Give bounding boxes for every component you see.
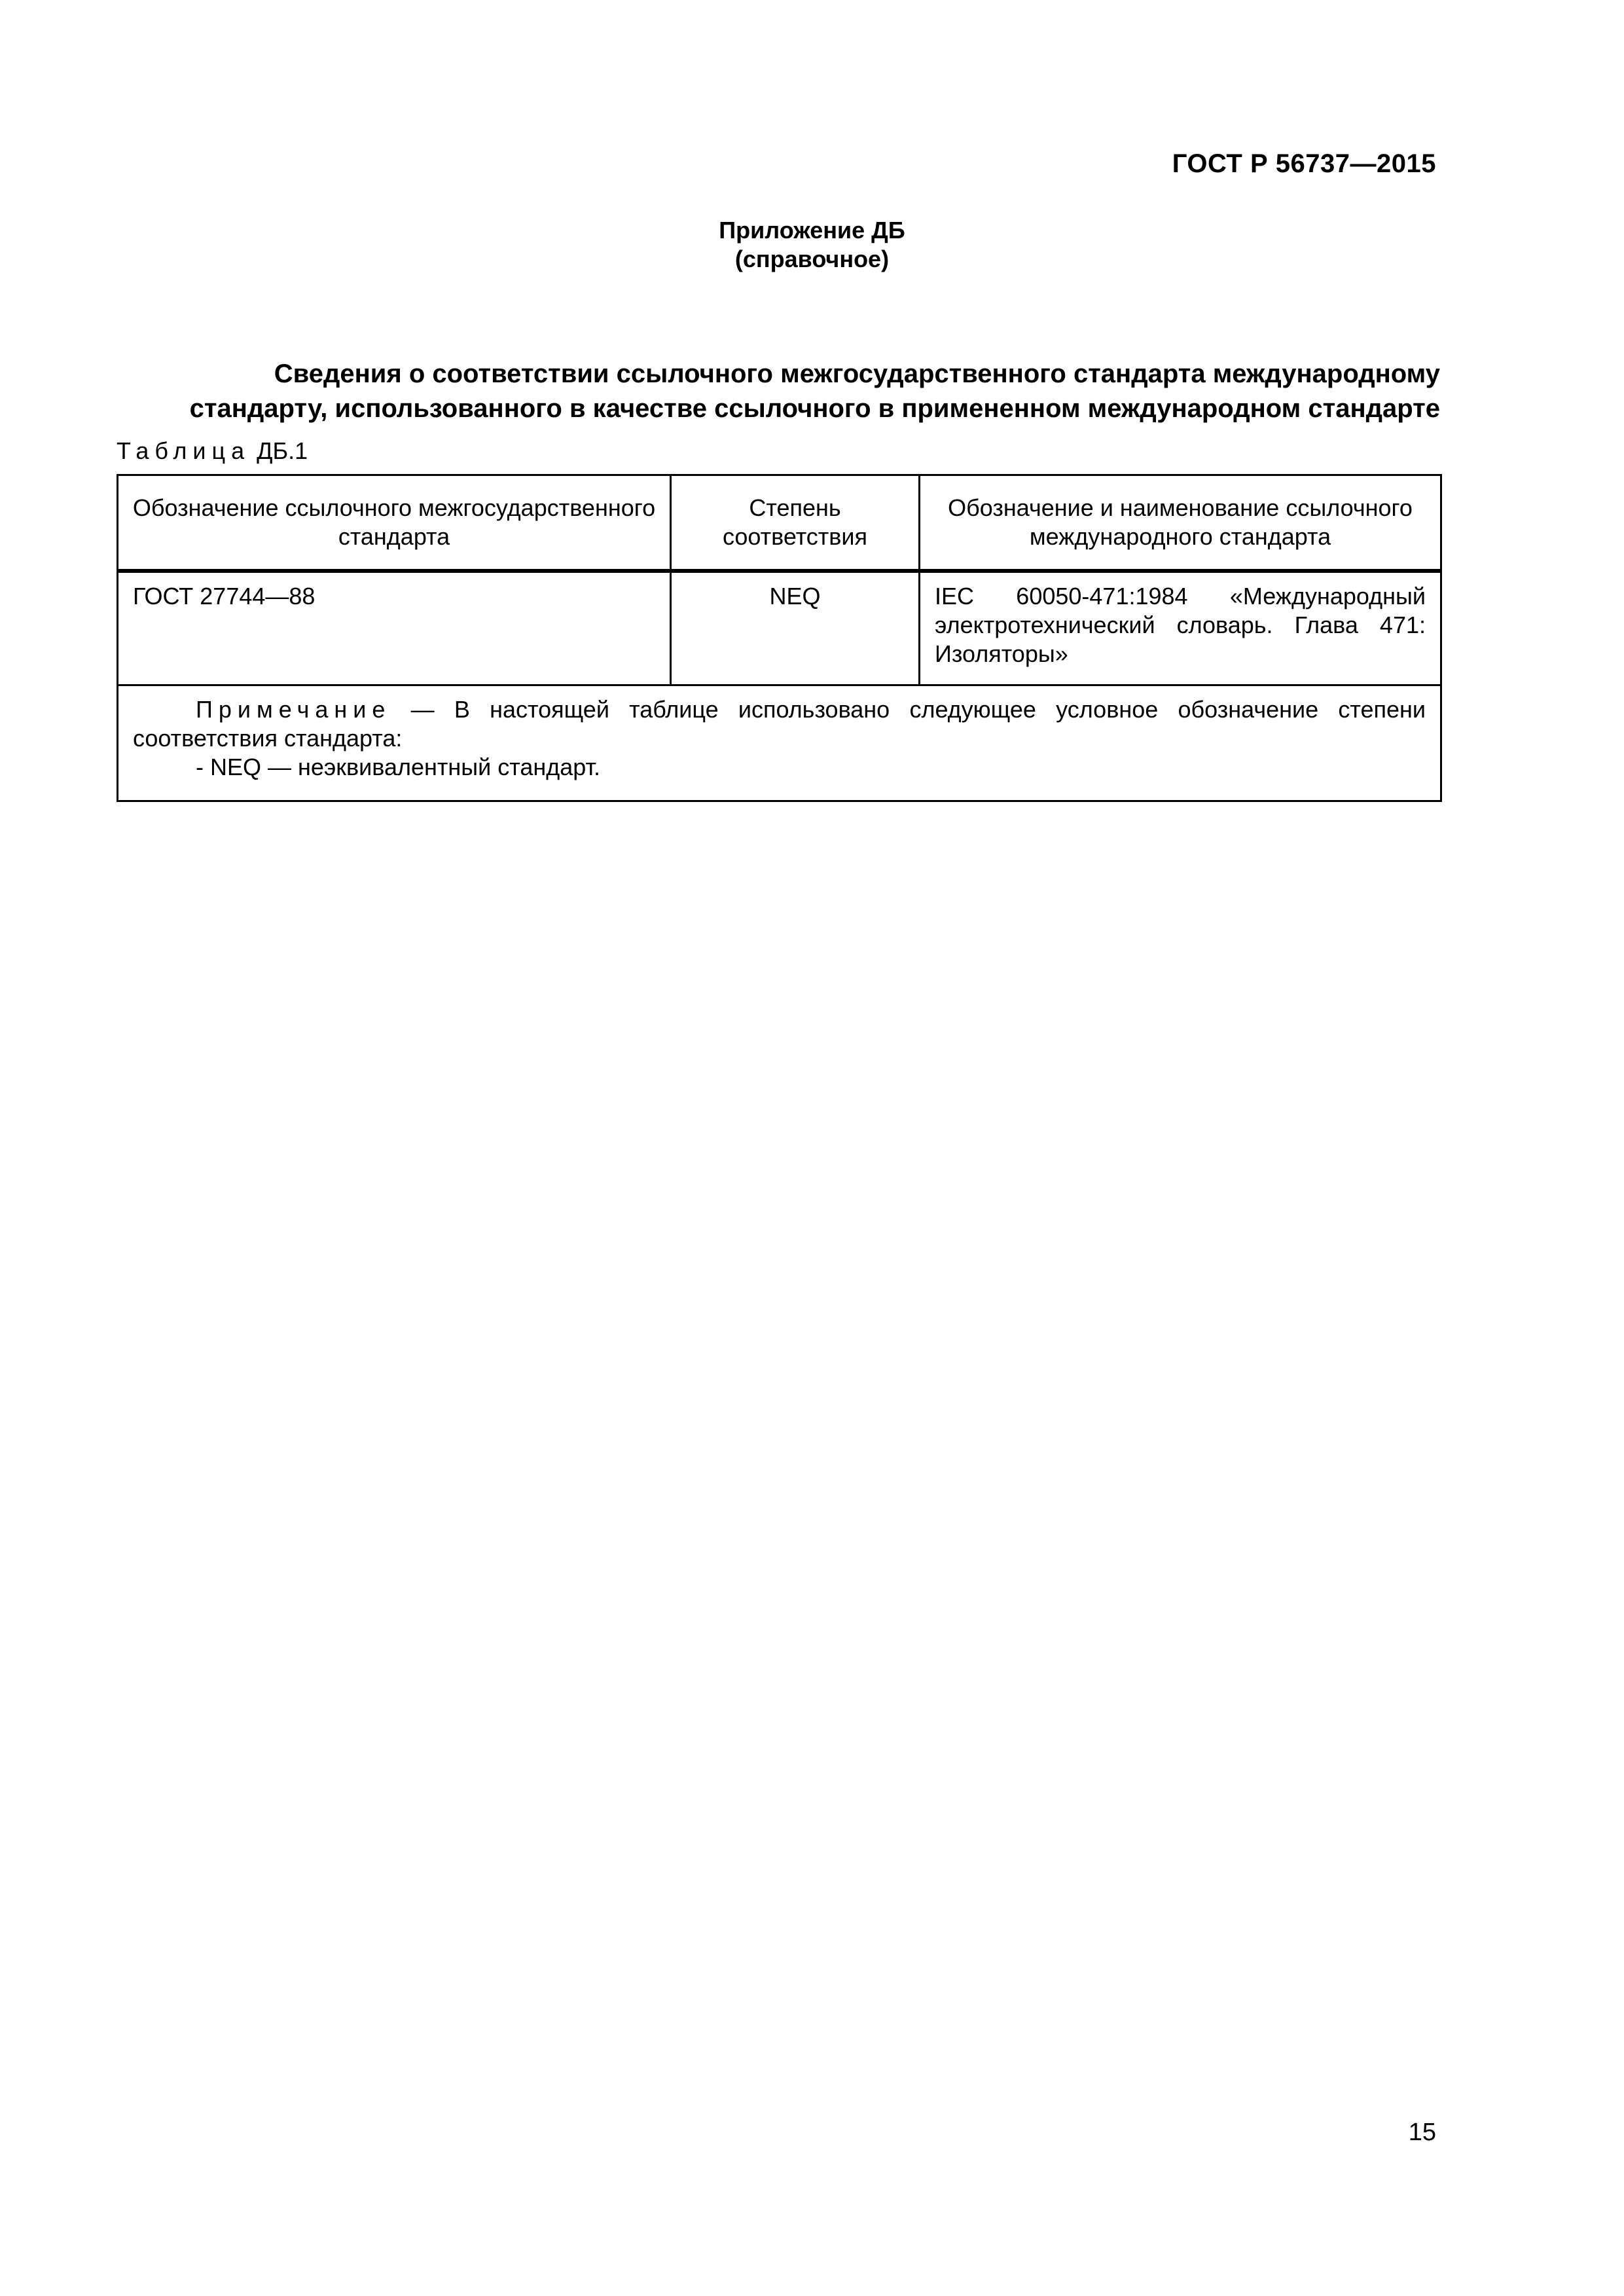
table-caption-word: Таблица — [117, 437, 251, 464]
cell-designation: ГОСТ 27744—88 — [118, 571, 671, 685]
cell-international: IEC 60050-471:1984 «Международный электротехнический словарь. Глава 471: Изоляторы» — [920, 571, 1441, 685]
section-heading-line-1: Сведения о соответствии ссылочного межгосударственного стандарта международному — [274, 359, 1440, 388]
column-header-degree: Степень соответствия — [671, 475, 920, 572]
appendix-subtitle: (справочное) — [734, 246, 890, 272]
table-caption — [117, 437, 308, 465]
section-heading-line-2: стандарту, использованного в качестве ссылочного в примененном международном стандарте — [189, 394, 1440, 423]
standards-table — [117, 474, 1442, 802]
table-caption-number: ДБ.1 — [257, 437, 308, 464]
appendix-title: Приложение ДБ — [719, 217, 905, 244]
document-code: ГОСТ Р 56737—2015 — [1172, 149, 1436, 178]
note-text: — В настоящей таблице использовано следующее условное обозначение степени соответствия стандарта: — [133, 696, 1426, 752]
note-text-block — [133, 695, 1426, 753]
table-note-row — [118, 685, 1441, 801]
note-label: Примечание — [196, 696, 391, 723]
section-heading — [117, 357, 1440, 426]
column-header-international: Обозначение и наименование ссылочного международного стандарта — [920, 475, 1441, 572]
cell-degree: NEQ — [671, 571, 920, 685]
appendix-header — [0, 216, 1624, 274]
note-item: - NEQ — неэквивалентный стандарт. — [196, 754, 601, 780]
table-row — [118, 571, 1441, 685]
table-header-row — [118, 475, 1441, 572]
page-number: 15 — [1408, 2119, 1436, 2146]
column-header-designation: Обозначение ссылочного межгосударственного стандарта — [118, 475, 671, 572]
table-note — [118, 685, 1441, 801]
